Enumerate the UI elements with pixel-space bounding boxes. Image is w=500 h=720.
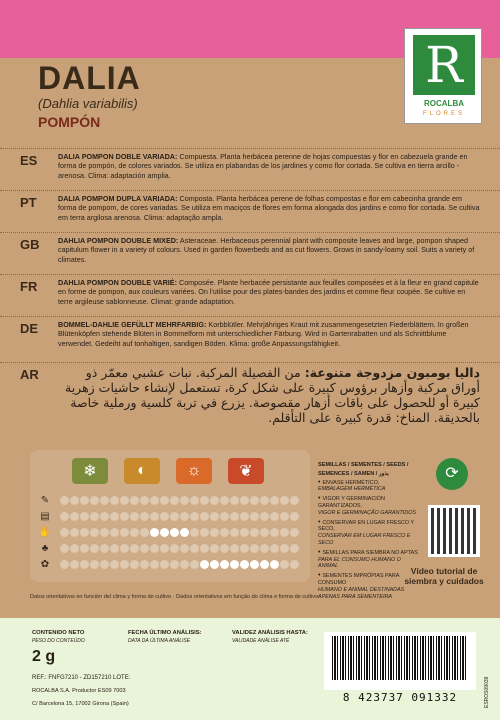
calendar-cell: [70, 560, 79, 569]
calendar-cell: [260, 560, 269, 569]
sowing-icon: ✎: [40, 495, 50, 506]
legend-item: • SEMENTES IMPRÓPIAS PARA CONSUMO HUMANO E ANIMAL DESTINADAS APENAS PARA SEMENTEIRA: [318, 572, 405, 600]
legend-item: • VIGOR Y GERMINACIÓN GARANTIZADOS, VIGOR E GERMINAÇÃO GARANTIDOS: [318, 495, 416, 516]
calendar-cell: [100, 528, 109, 537]
language-code: AR: [20, 367, 39, 382]
calendar-cell: [120, 560, 129, 569]
calendar-cell: [260, 512, 269, 521]
calendar-cell: [230, 560, 239, 569]
description-gb: [0, 232, 500, 274]
calendar-cell: [200, 512, 209, 521]
calendar-cell: [270, 528, 279, 537]
calendar-cell: [150, 560, 159, 569]
legend-item: • SEMILLAS PARA SIEMBRA NO APTAS PARA EL CONSUMO HUMANO O ANIMAL: [318, 548, 418, 570]
calendar-cell: [150, 496, 159, 505]
calendar-cell: [190, 560, 199, 569]
latin-name: (Dahlia variabilis): [38, 96, 138, 111]
calendar-cell: [150, 528, 159, 537]
calendar-cell: [270, 544, 279, 553]
description-text: داليا بومبون مزدوجة متنوعة: من الفصيلة المركبة. نبات عشبي معمّر ذو أوراق مركبة وأزهار برؤوس كبيرة على شكل كرة، تستعمل لإنشاء حاشيات زهرية كبيرة أو للحصول على باقات أزهار مقصوصة. يزرع في تربة كلسية ورملية خاصة بالحديقة. المناخ: قدرة كبيرة على التأقلم.: [65, 365, 480, 425]
calendar-cell: [180, 512, 189, 521]
calendar-cell: [220, 560, 229, 569]
side-code: ESROS09039: [484, 676, 490, 708]
calendar-cell: [240, 528, 249, 537]
calendar-cell: [210, 512, 219, 521]
calendar-cell: [90, 544, 99, 553]
calendar-cell: [220, 544, 229, 553]
logo-letter: R: [413, 35, 475, 95]
legend-heading-2: SEMENCES / SAMEN / بذور: [318, 470, 389, 477]
calendar-cell: [90, 512, 99, 521]
calendar-row: [30, 526, 310, 539]
calendar-cell: [180, 560, 189, 569]
calendar-cell: [130, 560, 139, 569]
calendar-cell: [160, 512, 169, 521]
calendar-cell: [110, 512, 119, 521]
calendar-cell: [90, 496, 99, 505]
calendar-cell: [190, 512, 199, 521]
calendar-cell: [120, 496, 129, 505]
language-code: DE: [20, 321, 39, 336]
calendar-cell: [160, 496, 169, 505]
description-text: DAHLIA POMPON DOUBLE MIXED: Asteraceae. Herbaceous perennial plant with composite leaves and large, pompon shaped capitulum flower in a variety of colours. Used in garden flowerbeds and as cut flowers. Grows in sandy-loamy soil. Suits a variety of climates.: [58, 236, 475, 264]
calendar-cell: [120, 512, 129, 521]
calendar-cell: [290, 496, 299, 505]
language-code: PT: [20, 195, 37, 210]
description-fr: [0, 274, 500, 316]
calendar-cell: [240, 512, 249, 521]
calendar-cell: [120, 528, 129, 537]
calendar-row: [30, 558, 310, 571]
legend-item: • CONSERVAR EN LUGAR FRESCO Y SECO, CONSERVAR EM LUGAR FRESCO E SECO: [318, 518, 415, 546]
brand-tagline: FLORES: [422, 111, 465, 117]
calendar-cell: [170, 560, 179, 569]
calendar-cell: [130, 512, 139, 521]
calendar-cell: [170, 512, 179, 521]
calendar-cell: [280, 560, 289, 569]
description-de: [0, 316, 500, 362]
qr-code[interactable]: [428, 505, 480, 557]
calendar-cell: [130, 496, 139, 505]
calendar-cell: [220, 512, 229, 521]
calendar-cell: [260, 528, 269, 537]
calendar-cell: [200, 496, 209, 505]
calendar-row: [30, 494, 310, 507]
calendar-cell: [110, 496, 119, 505]
calendar-cell: [290, 544, 299, 553]
language-code: FR: [20, 279, 38, 294]
calendar-cell: [140, 544, 149, 553]
calendar-cell: [150, 512, 159, 521]
reference-code: REF.: FNFG7210 - ZD157210 LOTE:: [32, 675, 131, 681]
description-es: [0, 148, 500, 190]
calendar-row: [30, 510, 310, 523]
calendar-row: [30, 542, 310, 555]
calendar-cell: [130, 544, 139, 553]
producer-info: ROCALBA S.A. Productor ES09 7003: [32, 688, 126, 694]
calendar-cell: [90, 560, 99, 569]
calendar-cell: [240, 496, 249, 505]
net-content-sublabel: PESO DO CONTEÚDO: [32, 638, 85, 644]
seedbed-icon: ▤: [40, 511, 50, 522]
brand-logo: [404, 28, 482, 124]
flower-icon: ✿: [40, 559, 50, 570]
calendar-cell: [250, 528, 259, 537]
barcode: [324, 632, 476, 690]
calendar-cell: [280, 496, 289, 505]
calendar-cell: [190, 528, 199, 537]
leaf-icon: ❦: [228, 458, 264, 484]
calendar-cell: [250, 496, 259, 505]
barcode-bars: [332, 636, 468, 680]
calendar-cell: [240, 560, 249, 569]
product-title: DALIA: [38, 60, 141, 96]
calendar-cell: [270, 560, 279, 569]
calendar-cell: [260, 544, 269, 553]
calendar-cell: [230, 528, 239, 537]
calendar-cell: [100, 544, 109, 553]
description-text: DALIA POMPOM DUPLA VARIADA: Composta. Planta herbácea perene de folhas compostas e flor em cabecinha grande em forma de pompom, de cores variadas. Se utiliza em maciços de flores em forma alongada dos jardins e como flor cortada. Se cultiva em terra argilosa arenosa. Clima: adaptação ampla.: [58, 194, 480, 222]
calendar-cell: [210, 496, 219, 505]
transplant-icon: ✋: [38, 527, 52, 538]
calendar-cell: [250, 512, 259, 521]
language-code: ES: [20, 153, 38, 168]
qr-caption: Vídeo tutorial de siembra y cuidados: [404, 566, 484, 586]
producer-address: C/ Barcelona 15, 17002 Girona (Spain): [32, 701, 129, 707]
sun-icon: ☼: [176, 458, 212, 484]
recycle-icon: ⟳: [436, 458, 468, 490]
valid-until-label: VALIDEZ ANÁLISIS HASTA:: [232, 630, 308, 636]
variety-name: POMPÓN: [38, 114, 101, 130]
analysis-date-sublabel: DATA DA ÚLTIMA ANÁLISE: [128, 638, 191, 644]
calendar-cell: [130, 528, 139, 537]
calendar-cell: [100, 512, 109, 521]
calendar-cell: [70, 528, 79, 537]
calendar-cell: [110, 528, 119, 537]
calendar-cell: [260, 496, 269, 505]
calendar-cell: [80, 496, 89, 505]
calendar-cell: [170, 528, 179, 537]
calendar-cell: [180, 496, 189, 505]
calendar-cell: [110, 560, 119, 569]
calendar-cell: [140, 512, 149, 521]
calendar-cell: [90, 528, 99, 537]
calendar-cell: [60, 528, 69, 537]
calendar-cell: [230, 496, 239, 505]
calendar-cell: [150, 544, 159, 553]
seed-icon: ◐: [124, 458, 160, 484]
calendar-cell: [240, 544, 249, 553]
description-text: DALIA POMPON DOBLE VARIADA: Compuesta. Planta herbácea perenne de hojas compuestas y flor en cabezuela grande en forma de pompón, de colores variados. Se utiliza en plabandas de los jardines y como flor cortada. Se cultiva en tierra arcillo - arenosa. Clima: adaptación amplia.: [58, 152, 468, 180]
description-ar: [0, 362, 500, 440]
calendar-cell: [100, 560, 109, 569]
snowflake-icon: ❄: [72, 458, 108, 484]
calendar-cell: [180, 528, 189, 537]
calendar-cell: [140, 560, 149, 569]
description-pt: [0, 190, 500, 232]
calendar-cell: [160, 560, 169, 569]
calendar-cell: [60, 512, 69, 521]
legend-heading: SEMILLAS / SEMENTES / SEEDS /: [318, 462, 409, 468]
calendar-cell: [80, 528, 89, 537]
valid-until-sublabel: VALIDADE ANÁLISE ATÉ: [232, 638, 290, 644]
calendar-cell: [70, 512, 79, 521]
barcode-number: 8 423737 091332: [342, 691, 458, 704]
calendar-cell: [140, 528, 149, 537]
calendar-cell: [200, 560, 209, 569]
brand-name: ROCALBA: [424, 99, 464, 108]
net-weight: 2 g: [32, 648, 56, 665]
calendar-cell: [190, 496, 199, 505]
calendar-cell: [200, 544, 209, 553]
calendar-cell: [210, 528, 219, 537]
disclaimer: Datos orientativos en función del clima y forma de cultivo · Dados orientativos em função do clima e forma de cultivo: [30, 594, 319, 600]
legend-item: • ENVASE HERMÉTICO, EMBALAGEM HERMÉTICA: [318, 478, 386, 493]
calendar-cell: [140, 496, 149, 505]
calendar-cell: [60, 544, 69, 553]
calendar-cell: [220, 528, 229, 537]
calendar-cell: [190, 544, 199, 553]
calendar-cell: [250, 544, 259, 553]
analysis-date-label: FECHA ÚLTIMO ANÁLISIS:: [128, 630, 202, 636]
calendar-cell: [280, 512, 289, 521]
calendar-cell: [60, 560, 69, 569]
calendar-cell: [250, 560, 259, 569]
calendar-cell: [280, 544, 289, 553]
plant-icon: ♣: [41, 543, 49, 554]
calendar-cell: [210, 560, 219, 569]
description-text: BOMMEL-DAHLIE GEFÜLLT MEHRFARBIG: Korbblütler. Mehrjähriges Kraut mit zusammengesetzten Fiederblättern. In großen Blütenköpfen stehende Blüten in Bommelform mit unterschiedlicher Färbung. Wird in Gartenrabatten und als Schnittblume verwendet. Gedeiht auf tonhaltigen, sandigen Böden. Klima: große Anpassungsfähigkeit.: [58, 320, 469, 348]
calendar-cell: [290, 528, 299, 537]
calendar-cell: [210, 544, 219, 553]
calendar-cell: [290, 512, 299, 521]
calendar-cell: [80, 544, 89, 553]
calendar-cell: [160, 528, 169, 537]
net-content-label: CONTENIDO NETO: [32, 630, 85, 636]
qr-pattern: [431, 508, 477, 554]
calendar-cell: [170, 496, 179, 505]
calendar-cell: [270, 496, 279, 505]
calendar-cell: [220, 496, 229, 505]
calendar-cell: [70, 544, 79, 553]
calendar-cell: [200, 528, 209, 537]
calendar-cell: [100, 496, 109, 505]
calendar-cell: [230, 512, 239, 521]
calendar-cell: [120, 544, 129, 553]
calendar-cell: [170, 544, 179, 553]
calendar-cell: [270, 512, 279, 521]
calendar-cell: [110, 544, 119, 553]
growing-calendar: [30, 450, 310, 582]
calendar-cell: [160, 544, 169, 553]
calendar-cell: [60, 496, 69, 505]
description-text: DAHLIA POMPON DOUBLE VARIÉ: Composée. Plante herbacée persistante aux feuilles composées et à la fleur en grand capitule en forme de pompon, aux couleurs variées. On l'utilise pour des plates-bandes des jardins et comme fleur coupée. Se cultive en terre argileuse sablonneuse. Climat: grande adaptation.: [58, 278, 479, 306]
calendar-cell: [70, 496, 79, 505]
calendar-cell: [290, 560, 299, 569]
calendar-cell: [80, 560, 89, 569]
calendar-cell: [230, 544, 239, 553]
calendar-cell: [80, 512, 89, 521]
language-code: GB: [20, 237, 40, 252]
calendar-cell: [280, 528, 289, 537]
calendar-cell: [180, 544, 189, 553]
